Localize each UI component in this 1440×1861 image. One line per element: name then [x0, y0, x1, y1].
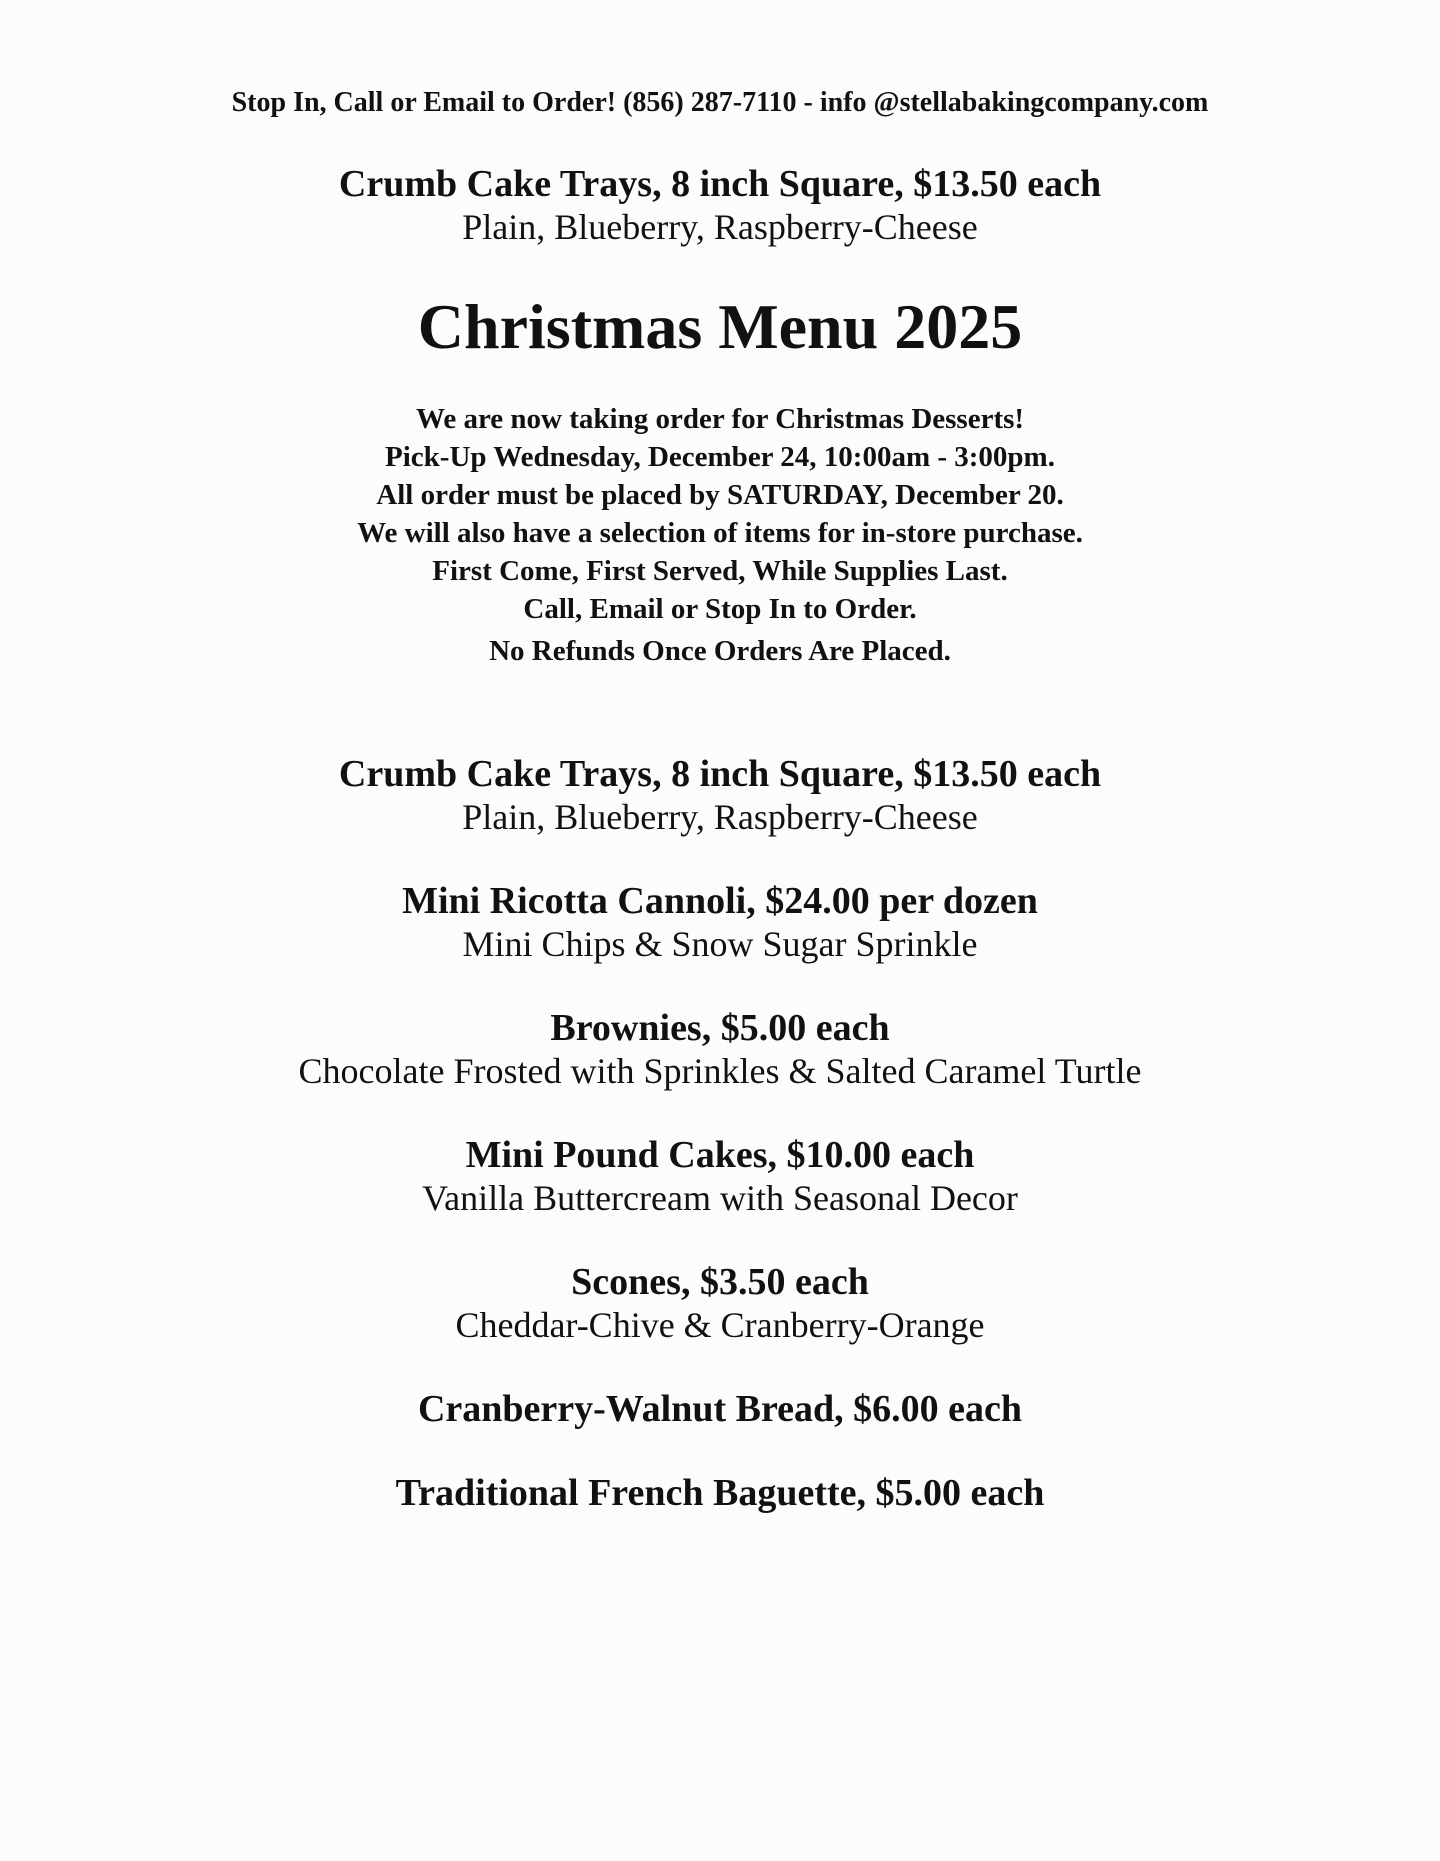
page-title: Christmas Menu 2025: [417, 291, 1023, 362]
menu-item-cranberry-bread: [0, 1387, 1440, 1431]
menu-item-baguette: [0, 1471, 1440, 1515]
menu-item-crumb-cake: [0, 752, 1440, 838]
notice-line: We are now taking order for Christmas Desserts!: [415, 403, 1025, 435]
item-title: Cranberry-Walnut Bread, $6.00 each: [417, 1388, 1023, 1430]
notice-line: All order must be placed by SATURDAY, December 20.: [376, 479, 1064, 511]
order-notice: [0, 400, 1440, 670]
item-description: Chocolate Frosted with Sprinkles & Salted Caramel Turtle: [298, 1051, 1142, 1091]
menu-item-cannoli: [0, 879, 1440, 965]
notice-line: Call, Email or Stop In to Order.: [523, 593, 917, 625]
menu-item-brownies: [0, 1006, 1440, 1092]
menu-item-scones: [0, 1260, 1440, 1346]
notice-line: We will also have a selection of items for in-store purchase.: [357, 517, 1083, 549]
item-title: Traditional French Baguette, $5.00 each: [395, 1472, 1045, 1514]
item-title: Crumb Cake Trays, 8 inch Square, $13.50 each: [338, 753, 1102, 795]
item-description: Vanilla Buttercream with Seasonal Decor: [422, 1178, 1018, 1218]
item-title: Scones, $3.50 each: [571, 1261, 869, 1303]
contact-line: Stop In, Call or Email to Order! (856) 287-7110 - info @stellabakingcompany.com: [231, 87, 1209, 118]
item-description: Cheddar-Chive & Cranberry-Orange: [455, 1305, 985, 1345]
item-title: Brownies, $5.00 each: [550, 1007, 890, 1049]
menu-item-pound-cakes: [0, 1133, 1440, 1219]
item-description: Plain, Blueberry, Raspberry-Cheese: [462, 797, 978, 837]
notice-line: First Come, First Served, While Supplies Last.: [432, 555, 1008, 587]
item-description: Plain, Blueberry, Raspberry-Cheese: [462, 207, 978, 247]
notice-line: Pick-Up Wednesday, December 24, 10:00am - 3:00pm.: [385, 441, 1055, 473]
item-title: Mini Pound Cakes, $10.00 each: [465, 1134, 975, 1176]
notice-line: No Refunds Once Orders Are Placed.: [489, 635, 951, 667]
top-item-crumb-cake: [0, 162, 1440, 248]
item-title: Crumb Cake Trays, 8 inch Square, $13.50 each: [338, 163, 1102, 205]
item-description: Mini Chips & Snow Sugar Sprinkle: [462, 924, 978, 964]
item-title: Mini Ricotta Cannoli, $24.00 per dozen: [402, 880, 1038, 922]
